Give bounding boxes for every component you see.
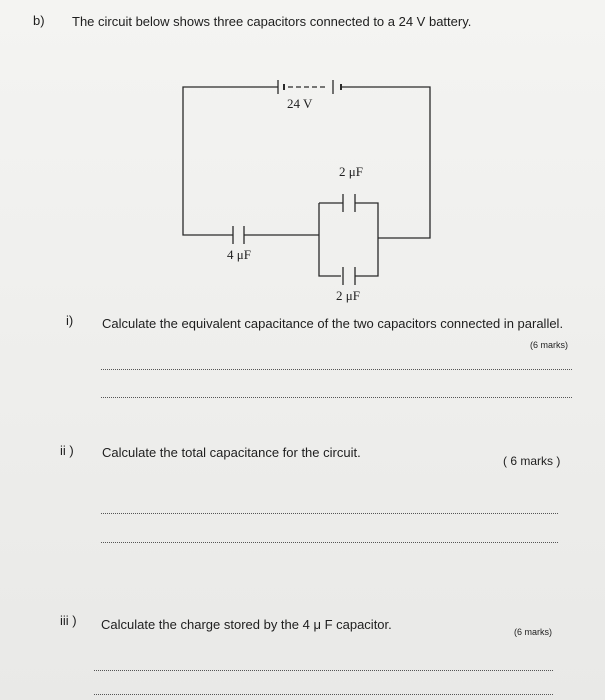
subq-2-text: Calculate the total capacitance for the circuit.: [102, 445, 361, 460]
subq-1-text: Calculate the equivalent capacitance of the two capacitors connected in parallel.: [102, 316, 564, 331]
question-stem: The circuit below shows three capacitors connected to a 24 V battery.: [72, 14, 472, 29]
wire-parallel-top-right: [355, 203, 378, 276]
answer-line: [101, 542, 558, 543]
part-label: b): [33, 13, 45, 28]
capacitor-4uf-symbol: [233, 226, 244, 244]
cap-4uf-label: 4 μF: [227, 247, 251, 262]
answer-line: [94, 670, 553, 671]
answer-line: [101, 397, 572, 398]
battery-label: 24 V: [287, 96, 313, 111]
answer-line: [94, 694, 553, 695]
answer-line: [101, 513, 558, 514]
capacitor-2uf-bottom-symbol: [343, 267, 355, 285]
wire-top-left: [183, 87, 278, 235]
subq-3-text: Calculate the charge stored by the 4 μ F capacitor.: [101, 617, 392, 632]
cap-2uf-top-label: 2 μF: [339, 164, 363, 179]
cap-2uf-bottom-label: 2 μF: [336, 288, 360, 303]
answer-line: [101, 369, 572, 370]
wire-top-right: [341, 87, 430, 238]
subq-2-marks: ( 6 marks ): [503, 454, 561, 468]
subq-1-number: i): [66, 313, 74, 328]
wire-parallel-left: [319, 203, 341, 276]
subq-1-marks: (6 marks): [530, 340, 568, 350]
battery-symbol: [278, 80, 341, 94]
subq-3-marks: (6 marks): [514, 627, 552, 637]
capacitor-2uf-top-symbol: [343, 194, 355, 212]
subq-2-number: ii ): [60, 443, 74, 458]
subq-3-number: iii ): [60, 613, 77, 628]
